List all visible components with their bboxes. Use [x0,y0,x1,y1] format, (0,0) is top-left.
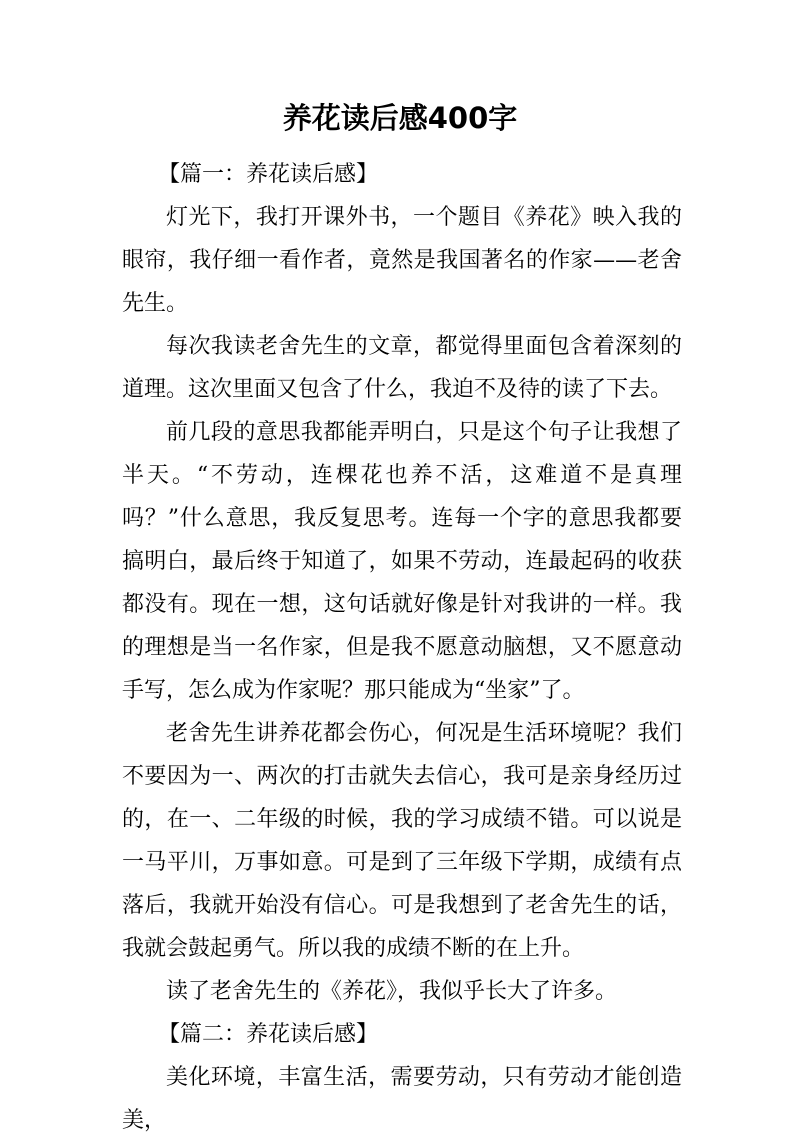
section-heading-1: 【篇一：养花读后感】 [158,162,379,187]
paragraph: 老舍先生讲养花都会伤心，何况是生活环境呢？我们不要因为一、两次的打击就失去信心，我可是亲身经历过的，在一、二年级的时候，我的学习成绩不错。可以说是一马平川，万事如意。可是到了三年级下学期，成绩有点落后，我就开始没有信心。可是我想到了老舍先生的话，我就会鼓起勇气。所以我的成绩不断的在上升。 [122,721,682,961]
paragraph: 美化环境，丰富生活，需要劳动，只有劳动才能创造美， [122,1065,682,1133]
document-body [122,153,682,1142]
page-title: 养花读后感400字 [282,101,518,135]
paragraph: 读了老舍先生的《养花》，我似乎长大了许多。 [166,979,618,1004]
section-heading-2: 【篇二：养花读后感】 [158,1022,379,1047]
paragraph: 灯光下，我打开课外书，一个题目《养花》映入我的眼帘，我仔细一看作者，竟然是我国著名的作家——老舍先生。 [122,205,682,316]
paragraph: 前几段的意思我都能弄明白，只是这个句子让我想了半天。“不劳动，连棵花也养不活，这难道不是真理吗？”什么意思，我反复思考。连每一个字的意思我都要搞明白，最后终于知道了，如果不劳动，连最起码的收获都没有。现在一想，这句话就好像是针对我讲的一样。我的理想是当一名作家，但是我不愿意动脑想，又不愿意动手写，怎么成为作家呢？那只能成为“坐家”了。 [122,420,682,703]
paragraph: 每次我读老舍先生的文章，都觉得里面包含着深刻的道理。这次里面又包含了什么，我迫不及待的读了下去。 [122,334,682,402]
